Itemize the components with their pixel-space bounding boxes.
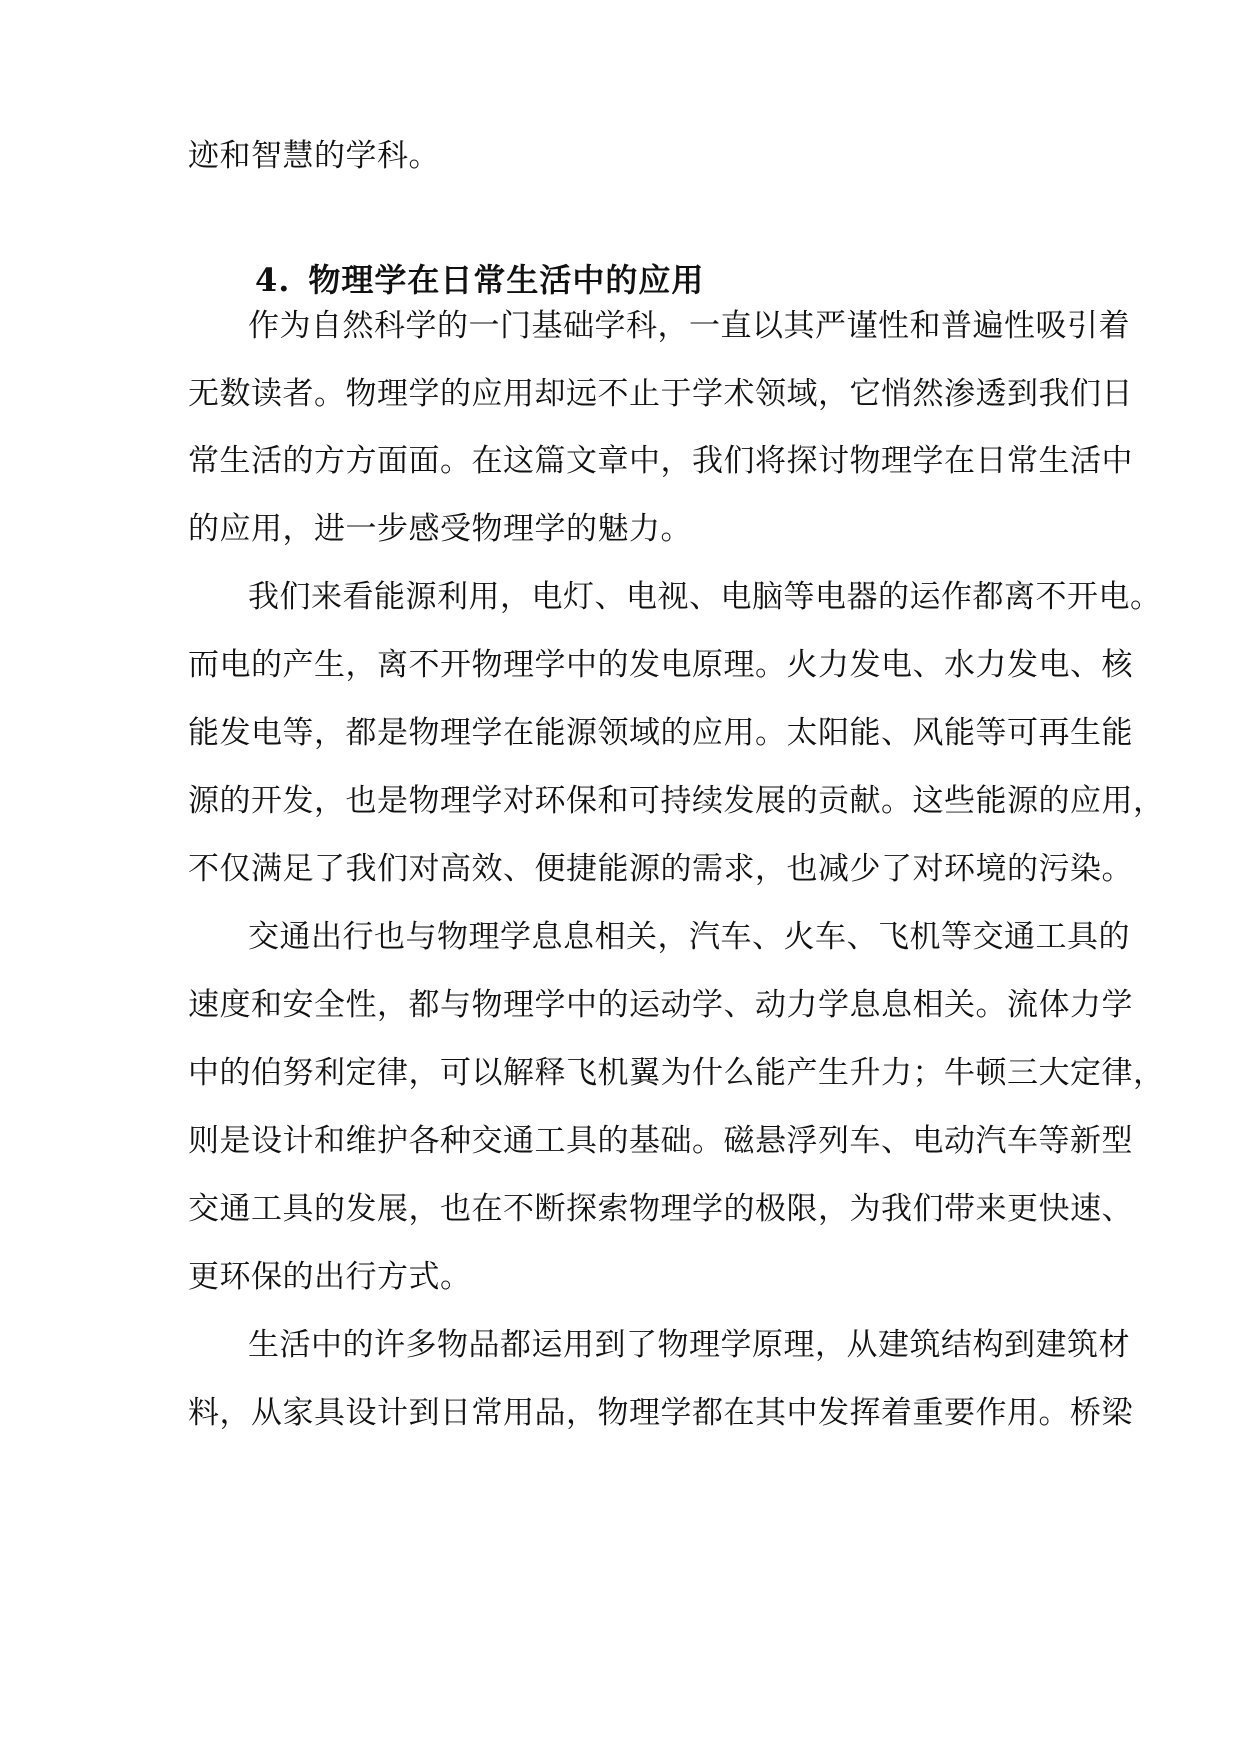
paragraph-line: 我们来看能源利用，电灯、电视、电脑等电器的运作都离不开电。 xyxy=(248,579,1162,615)
paragraph-line: 而电的产生，离不开物理学中的发电原理。火力发电、水力发电、核 xyxy=(188,647,1133,683)
paragraph-line: 交通工具的发展，也在不断探索物理学的极限，为我们带来更快速、 xyxy=(188,1191,1133,1227)
paragraph-line: 则是设计和维护各种交通工具的基础。磁悬浮列车、电动汽车等新型 xyxy=(188,1123,1133,1159)
paragraph-line: 料，从家具设计到日常用品，物理学都在其中发挥着重要作用。桥梁 xyxy=(188,1395,1133,1431)
section-number: 4. xyxy=(255,261,291,299)
paragraph-line: 作为自然科学的一门基础学科，一直以其严谨性和普遍性吸引着 xyxy=(248,308,1130,344)
paragraph-line: 更环保的出行方式。 xyxy=(188,1259,472,1295)
section-heading xyxy=(255,258,704,302)
paragraph-line: 生活中的许多物品都运用到了物理学原理，从建筑结构到建筑材 xyxy=(248,1327,1130,1363)
carryover-text: 迹和智慧的学科。 xyxy=(188,138,440,174)
paragraph-line: 中的伯努利定律，可以解释飞机翼为什么能产生升力；牛顿三大定律， xyxy=(188,1055,1165,1091)
section-title: 物理学在日常生活中的应用 xyxy=(308,261,705,299)
paragraph-line: 无数读者。物理学的应用却远不止于学术领域，它悄然渗透到我们日 xyxy=(188,376,1133,412)
paragraph-line: 的应用，进一步感受物理学的魅力。 xyxy=(188,511,692,547)
paragraph-line: 不仅满足了我们对高效、便捷能源的需求，也减少了对环境的污染。 xyxy=(188,851,1133,887)
paragraph-line: 速度和安全性，都与物理学中的运动学、动力学息息相关。流体力学 xyxy=(188,987,1133,1023)
paragraph-line: 交通出行也与物理学息息相关，汽车、火车、飞机等交通工具的 xyxy=(248,919,1130,955)
paragraph-line: 能发电等，都是物理学在能源领域的应用。太阳能、风能等可再生能 xyxy=(188,715,1133,751)
paragraph-line: 常生活的方方面面。在这篇文章中，我们将探讨物理学在日常生活中 xyxy=(188,443,1133,479)
paragraph-line: 源的开发，也是物理学对环保和可持续发展的贡献。这些能源的应用， xyxy=(188,783,1165,819)
